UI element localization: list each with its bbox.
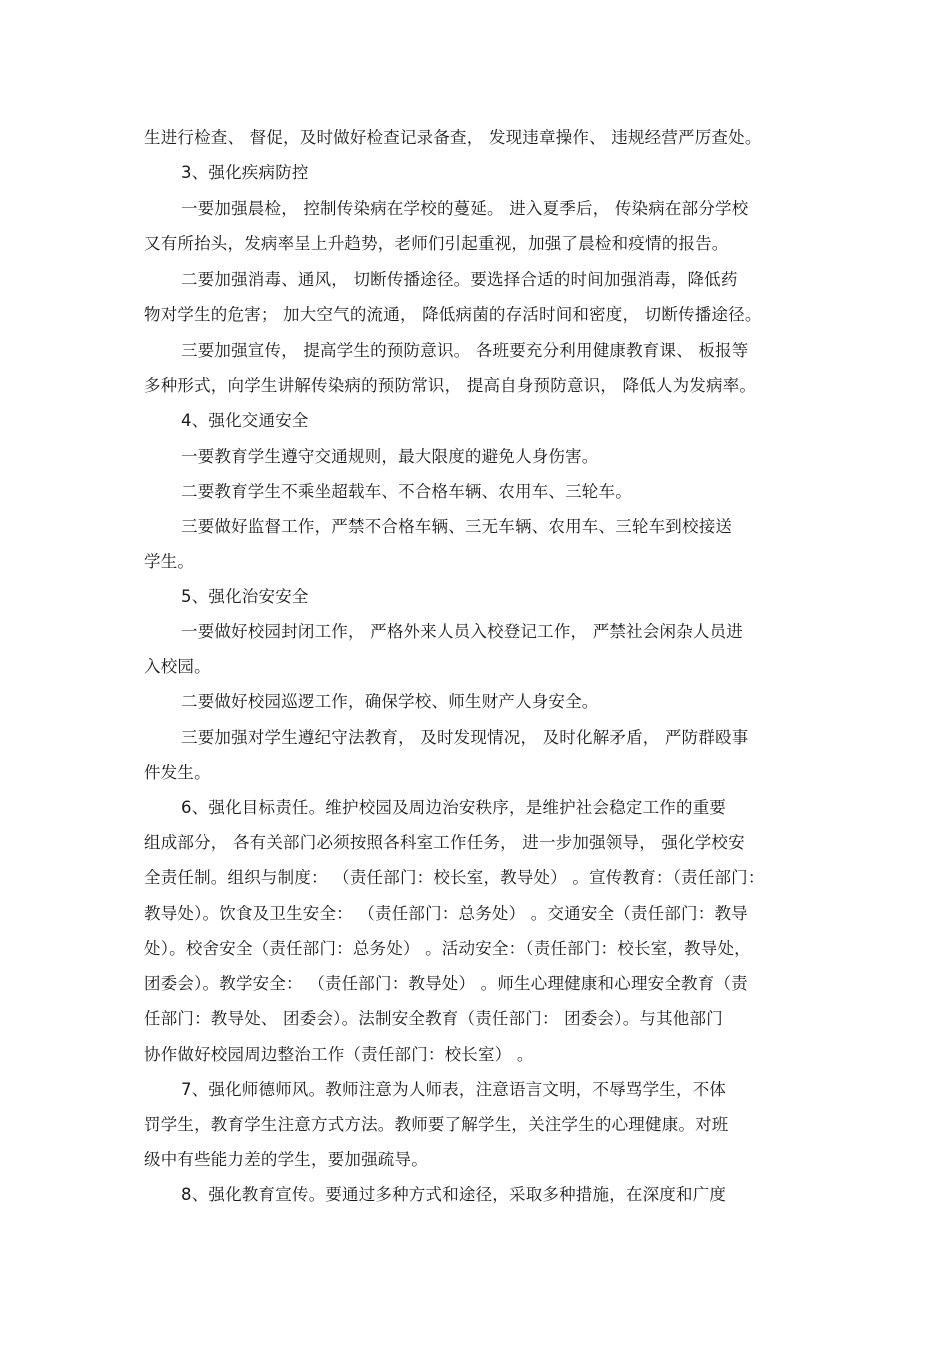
text-line: 二要教育学生不乘坐超载车、不合格车辆、农用车、三轮车。 [181,482,632,501]
text-line: 一要加强晨检， 控制传染病在学校的蔓延。 进入夏季后， 传染病在部分学校 [181,199,749,218]
section-heading: 3、强化疾病防控 [181,163,309,182]
text-line: 三要加强对学生遵纪守法教育， 及时发现情况， 及时化解矛盾， 严防群殴事 [181,728,749,747]
text-line: 入校园。 [144,657,211,676]
text-line: 物对学生的危害； 加大空气的流通， 降低病菌的存活时间和密度， 切断传播途径。 [144,305,762,324]
text-line: 教导处）。饮食及卫生安全： （责任部门：总务处） 。交通安全（责任部门：教导 [144,904,748,923]
text-line: 级中有些能力差的学生，要加强疏导。 [144,1150,428,1169]
text-line: 罚学生，教育学生注意方式方法。教师要了解学生，关注学生的心理健康。对班 [144,1115,729,1134]
section-heading: 5、强化治安安全 [181,587,309,606]
text-line: 又有所抬头，发病率呈上升趋势，老师们引起重视，加强了晨检和疫情的报告。 [144,234,729,253]
text-line: 一要做好校园封闭工作， 严格外来人员入校登记工作， 严禁社会闲杂人员进 [181,622,743,641]
text-line: 生进行检查、 督促，及时做好检查记录备查， 发现违章操作、 违规经营严厉查处。 [144,128,762,147]
text-line: 多种形式，向学生讲解传染病的预防常识， 提高自身预防意识， 降低人为发病率。 [144,376,757,395]
text-line: 全责任制。组织与制度： （责任部门：校长室，教导处） 。宣传教育：（责任部门： [144,868,765,887]
text-line: 处）。校舍安全（责任部门：总务处） 。活动安全：（责任部门：校长室，教导处， [144,939,751,958]
text-line: 二要加强消毒、通风， 切断传播途径。要选择合适的时间加强消毒，降低药 [181,270,738,289]
text-line: 团委会）。教学安全： （责任部门：教导处） 。师生心理健康和心理安全教育（责 [144,974,748,993]
text-line: 学生。 [144,552,195,571]
text-line: 三要加强宣传， 提高学生的预防意识。 各班要充分利用健康教育课、 板报等 [181,341,749,360]
text-line: 组成部分， 各有关部门必须按照各科室工作任务， 进一步加强领导， 强化学校安 [144,833,745,852]
text-line: 三要做好监督工作，严禁不合格车辆、三无车辆、农用车、三轮车到校接送 [181,517,733,536]
section-heading: 8、强化教育宣传。要通过多种方式和途径，采取多种措施，在深度和广度 [181,1185,727,1204]
text-line: 协作做好校园周边整治工作（责任部门：校长室） 。 [144,1045,534,1064]
section-heading: 4、强化交通安全 [181,411,309,430]
text-line: 任部门：教导处、 团委会）。法制安全教育（责任部门： 团委会）。与其他部门 [144,1009,723,1028]
text-line: 二要做好校园巡逻工作，确保学校、师生财产人身安全。 [181,692,599,711]
section-heading: 6、强化目标责任。维护校园及周边治安秩序，是维护社会稳定工作的重要 [181,798,727,817]
text-line: 件发生。 [144,763,211,782]
section-heading: 7、强化师德师风。教师注意为人师表，注意语言文明，不辱骂学生，不体 [181,1080,727,1099]
text-line: 一要教育学生遵守交通规则，最大限度的避免人身伤害。 [181,447,599,466]
